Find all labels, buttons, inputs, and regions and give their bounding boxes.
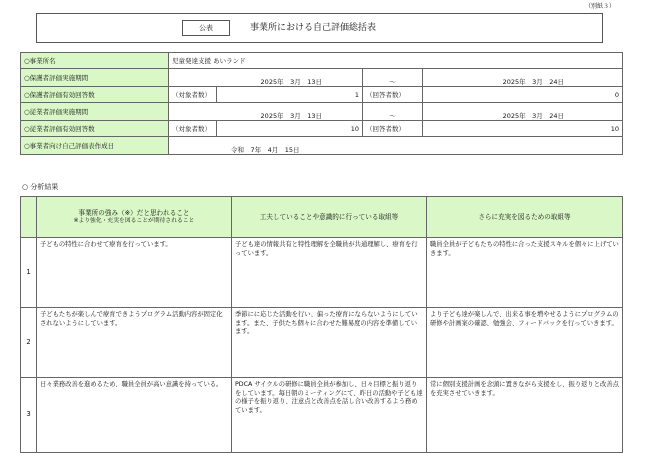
strength-cell: 日々業務改善を進めるため、職員全員が高い意識を持っている。 — [37, 378, 232, 453]
staff-target-label: （対象者数） — [169, 121, 217, 137]
guardian-period-row — [21, 69, 623, 87]
header-strength-text: 事業所の強み（※）だと思われること — [78, 208, 190, 217]
header-effort: 工夫していることや意識的に行っている取組等 — [232, 197, 427, 238]
table-row — [21, 308, 623, 378]
self-eval-date-row — [21, 137, 623, 155]
staff-period-end: 2025年 3月 24日 — [423, 103, 623, 121]
facility-name-row — [21, 53, 623, 69]
guardian-period-end: 2025年 3月 24日 — [423, 69, 623, 87]
guardian-period-start: 2025年 3月 13日 — [169, 69, 363, 87]
staff-target-count: 10 — [217, 121, 363, 137]
row-number: 3 — [21, 378, 37, 453]
header-enhance: さらに充実を図るための取組等 — [427, 197, 623, 238]
title-box — [36, 13, 603, 43]
staff-period-tilde: ～ — [363, 103, 423, 121]
info-table — [20, 52, 623, 155]
staff-period-label: ○従業者評価実施期間 — [21, 103, 169, 121]
guardian-target-label: （対象者数） — [169, 87, 217, 103]
results-header-row — [21, 197, 623, 238]
staff-valid-label: ○従業者評価有効回答数 — [21, 121, 169, 137]
analysis-heading: ○ 分析結果 — [22, 183, 59, 191]
guardian-period-label: ○保護者評価実施期間 — [21, 69, 169, 87]
effort-cell: 季節にに応じた活動を行い、偏った療育にならないようにしています。また、子供たち個々に合わせた難易度の内容を準備しています。 — [232, 308, 427, 378]
header-strength — [37, 197, 232, 238]
strength-cell: 子どもの特性に合わせて療育を行っています。 — [37, 238, 232, 308]
strength-cell: 子どもたちが楽しんで療育できようプログラム活動内容が固定化されないようにしています。 — [37, 308, 232, 378]
guardian-response-count: 0 — [423, 87, 623, 103]
header-number-cell — [21, 197, 37, 238]
enhance-cell: 常に個別支援計画を念頭に置きながら支援をし、振り返りと改善点を充実させていきます。 — [427, 378, 623, 453]
sheet-number: （別紙３） — [584, 3, 615, 10]
guardian-response-label: （回答者数） — [363, 87, 423, 103]
staff-period-start: 2025年 3月 13日 — [169, 103, 363, 121]
self-eval-date: 令和 7年 4月 15日 — [169, 137, 623, 155]
staff-valid-row — [21, 121, 623, 137]
results-table — [20, 196, 623, 453]
staff-period-row — [21, 103, 623, 121]
enhance-cell: 職員全員が子どもたちの特性に合った支援スキルを個々に上げていきます。 — [427, 238, 623, 308]
guardian-valid-label: ○保護者評価有効回答数 — [21, 87, 169, 103]
effort-cell: PDCA サイクルの研修に職員全員が参加し、日々目標と振り返りをしています。毎日朝のミーティングにて、昨日の活動や子ども達の様子を振り返り、注意点と改善点を話し合い改善するよう務めています。 — [232, 378, 427, 453]
table-row — [21, 378, 623, 453]
staff-response-count: 10 — [423, 121, 623, 137]
row-number: 1 — [21, 238, 37, 308]
effort-cell: 子ども達の情報共有と特性理解を全職員が共通理解し、療育を行っています。 — [232, 238, 427, 308]
facility-name: 児童発達支援 あいランド — [169, 53, 623, 69]
enhance-cell: より子ども達が楽しんで、出来る事を増やせるようにプログラムの研修や計画案の確認、勉強会、フィードバックを行っていきます。 — [427, 308, 623, 378]
self-eval-date-label: ○事業者向け自己評価表作成日 — [21, 137, 169, 155]
facility-name-label: ○事業所名 — [21, 53, 169, 69]
header-strength-note: ※より強化・充実を図ることが期待されること — [73, 217, 195, 224]
guardian-valid-row — [21, 87, 623, 103]
public-badge: 公表 — [182, 20, 230, 36]
row-number: 2 — [21, 308, 37, 378]
guardian-target-count: 1 — [217, 87, 363, 103]
guardian-period-tilde: ～ — [363, 69, 423, 87]
page-title: 事業所における自己評価総括表 — [250, 23, 377, 33]
staff-response-label: （回答者数） — [363, 121, 423, 137]
table-row — [21, 238, 623, 308]
